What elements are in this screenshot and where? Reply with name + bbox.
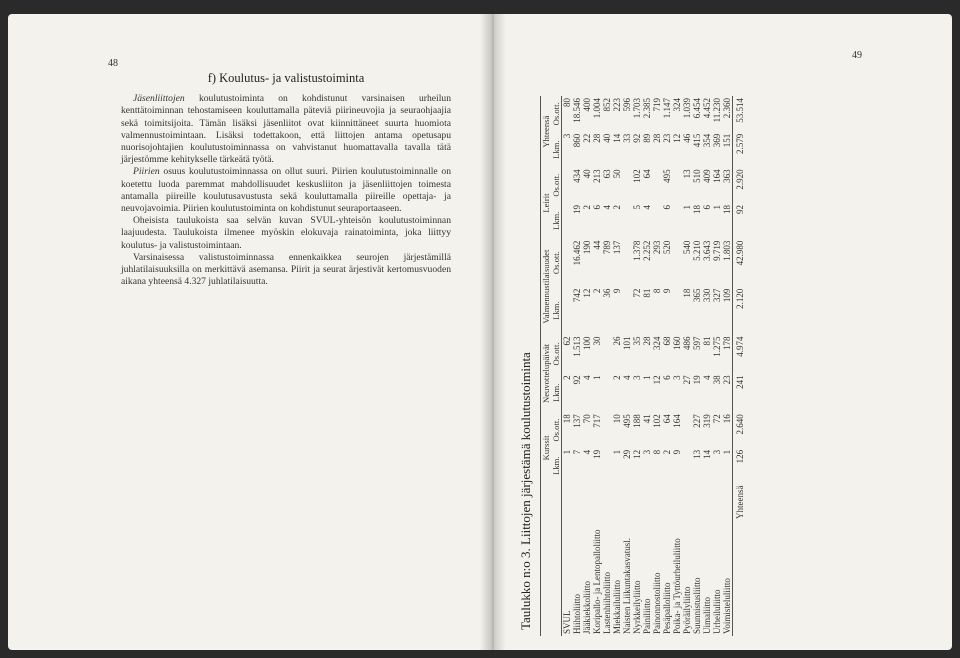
- table-cell: 12: [672, 133, 682, 143]
- table-cell: [652, 203, 662, 239]
- table-cell: 540: [682, 240, 692, 255]
- row-label: Koripallo- ja Lentopalloliitto: [592, 529, 602, 634]
- table-cell: 5: [632, 205, 642, 210]
- total-cell: 53.514: [733, 96, 746, 132]
- table-cell: 510: [692, 169, 702, 183]
- table-cell: 40: [602, 133, 612, 143]
- table-cell: 62: [562, 336, 572, 346]
- table-cell: 102: [632, 169, 642, 183]
- table-cell: 72: [632, 288, 642, 298]
- table-cell: [622, 203, 632, 239]
- table-cell: 28: [642, 336, 652, 346]
- table-cell: [622, 287, 632, 335]
- table-cell: 18: [562, 414, 572, 424]
- table-cell: 72: [712, 414, 722, 424]
- table-cell: 3.643: [702, 240, 712, 261]
- table-cell: 1.378: [632, 240, 642, 261]
- table-cell: [602, 448, 612, 484]
- table-cell: 363: [722, 169, 732, 183]
- table-cell: 137: [572, 414, 582, 428]
- table-cell: 6: [662, 375, 672, 380]
- table-cell: 1.004: [592, 98, 602, 119]
- table-row: [702, 96, 712, 636]
- left-page: [8, 14, 488, 650]
- table-cell: 1.039: [682, 98, 692, 119]
- right-page: [488, 14, 952, 650]
- table-cell: 1: [722, 449, 732, 455]
- total-cell: 2.579: [733, 132, 746, 168]
- table-row: [602, 96, 612, 636]
- right-page-number: 49: [852, 50, 862, 61]
- table-cell: 369: [712, 133, 722, 148]
- training-table: [540, 96, 745, 636]
- total-cell: 42.980: [733, 239, 746, 287]
- paragraph-1: Jäsenliittojen koulutustoiminta on kohdistunut varsinaisen urheilun kenttätoiminnan tehostamiseen kouluttamalla päteviä piirineuvojia ja seuraohjaajia sekä toimitsijoita. Tämän lisäksi jäsenliitot ovat kiinnittäneet suurta huomiota valmennustoimintaan. Lisäksi todettakoon, että liittojen antama opetusapu nuorisojohtajien koulutustoiminnassa on vahvistanut huomattavalla tavalla tätä järjestömme kehitykselle tärkeätä työtä.: [121, 93, 451, 166]
- row-label: Miekkailuliitto: [612, 580, 622, 634]
- table-cell: 46: [682, 133, 692, 143]
- table-cell: 495: [662, 169, 672, 183]
- table-cell: 101: [622, 336, 632, 351]
- table-cell: 27: [682, 375, 692, 385]
- table-cell: 1: [682, 205, 692, 210]
- table-cell: 789: [602, 240, 612, 255]
- row-label: Urheiluliitto: [712, 589, 722, 634]
- table-cell: 28: [652, 133, 662, 143]
- table-cell: [602, 335, 612, 374]
- paragraph-2: Piirien osuus koulutustoiminnassa on ollut suuri. Piirien koulutustoiminnalle on koetettu luoda paremmat mahdollisuudet keskusliiton ja jäsenliittojen toimesta antamalla piireille koulutusavustusta sekä kouluttamalla piireille opettaja- ja neuvojavoimia. Piirien koulutustoiminta on kohdistunut seuraportaaseen.: [121, 166, 451, 215]
- row-label: Uimaliitto: [702, 597, 712, 634]
- table-cell: [672, 167, 682, 203]
- table-cell: [562, 239, 573, 287]
- total-cell: 126: [733, 448, 746, 484]
- table-cell: 36: [602, 288, 612, 298]
- table-cell: 18: [722, 205, 732, 215]
- table-cell: 23: [722, 375, 732, 385]
- table-cell: 2.360: [722, 98, 732, 119]
- table-cell: 64: [662, 414, 672, 424]
- table-cell: 495: [622, 414, 632, 428]
- table-cell: [682, 448, 692, 484]
- table-cell: 16: [722, 414, 732, 424]
- header-group: Neuvottelupäivät: [541, 343, 551, 403]
- subheader-cell: Lkm.: [551, 211, 561, 231]
- table-cell: 1: [562, 449, 572, 455]
- table-cell: [622, 167, 632, 203]
- table-cell: 137: [612, 240, 622, 255]
- subheader-cell: Os.ott.: [551, 173, 561, 197]
- table-cell: 109: [722, 288, 732, 303]
- table-cell: 18.546: [572, 98, 582, 123]
- table-cell: 89: [642, 133, 652, 143]
- table-cell: 100: [582, 336, 592, 351]
- table-cell: 3: [712, 449, 722, 455]
- table-cell: 3: [632, 375, 642, 380]
- table-cell: 6: [662, 205, 672, 210]
- table-cell: 80: [562, 98, 572, 107]
- header-blank: [541, 484, 552, 636]
- table-cell: 9.719: [712, 240, 722, 261]
- subheader-cell: Lkm.: [551, 383, 561, 403]
- table-cell: 1.147: [662, 98, 672, 119]
- table-cell: 400: [582, 98, 592, 112]
- table-cell: 35: [632, 336, 642, 346]
- table-row: [722, 96, 733, 636]
- subheader-cell: Os.ott.: [551, 418, 561, 442]
- table-cell: 520: [662, 240, 672, 255]
- table-cell: [672, 239, 682, 287]
- header-blank: [551, 484, 562, 636]
- table-cell: 23: [662, 133, 672, 143]
- row-label: SVUL: [562, 610, 572, 634]
- paragraph-4: Varsinaisessa valistustoiminnassa ennenkaikkea seurojen järjestämillä juhlatilaisuuksilla on merkittävä asemansa. Piirit ja seurat ärjestivät kertomusvuoden aikana yhteensä 4.327 juhlatilaisuutta.: [121, 251, 451, 288]
- table-cell: 9: [662, 288, 672, 294]
- book-spread: [8, 14, 952, 650]
- row-label: Painiliitto: [642, 598, 652, 634]
- table-cell: 1: [712, 205, 722, 210]
- table-cell: 4: [582, 449, 592, 455]
- table-cell: 293: [652, 240, 662, 255]
- table-cell: 5.210: [692, 240, 702, 261]
- row-label: Poika- ja Tyttöurheiluliitto: [672, 538, 682, 634]
- table-cell: 742: [572, 288, 582, 303]
- table-cell: [562, 167, 573, 203]
- table-cell: 2: [662, 449, 672, 455]
- table-cell: [602, 412, 612, 448]
- table-body: [562, 96, 746, 636]
- table-cell: 26: [612, 336, 622, 346]
- table-cell: 7: [572, 449, 582, 455]
- table-cell: 1: [642, 375, 652, 380]
- table-cell: 11.230: [712, 98, 722, 123]
- table-cell: 92: [572, 375, 582, 385]
- table-cell: 717: [592, 414, 602, 428]
- table-cell: 1: [612, 449, 622, 455]
- row-label: Pyöräilyliitto: [682, 586, 692, 634]
- table-row: [632, 96, 642, 636]
- table-cell: 2.252: [642, 240, 652, 261]
- total-label: Yhteensä: [733, 484, 746, 636]
- row-label: Suunnistusliitto: [692, 577, 702, 634]
- table-cell: 30: [592, 336, 602, 346]
- left-page-number: 48: [108, 58, 118, 69]
- table-cell: 16.462: [572, 240, 582, 266]
- table-cell: 2: [592, 288, 602, 294]
- subheader-cell: Lkm.: [551, 301, 561, 320]
- total-cell: 4.974: [733, 335, 746, 374]
- table-row: [592, 96, 602, 636]
- table-cell: 50: [612, 169, 622, 179]
- table-cell: 3: [642, 449, 652, 455]
- table-cell: 164: [712, 169, 722, 183]
- total-cell: 2.640: [733, 412, 746, 448]
- row-label: Painonnostoliitto: [652, 572, 662, 634]
- table-cell: 12: [582, 288, 592, 298]
- row-label: Pesäpalloliitto: [662, 582, 672, 634]
- table-cell: [672, 287, 682, 335]
- table-cell: 8: [652, 288, 662, 294]
- table-row: [682, 96, 692, 636]
- table-cell: 324: [652, 336, 662, 351]
- table-cell: 213: [592, 169, 602, 183]
- table-row: [662, 96, 672, 636]
- table-cell: 164: [672, 414, 682, 428]
- table-cell: 415: [692, 133, 702, 148]
- table-cell: 10: [612, 414, 622, 424]
- table-cell: 38: [712, 375, 722, 385]
- left-page-text: [121, 72, 451, 288]
- table-cell: 2: [612, 205, 622, 210]
- table-cell: 102: [652, 414, 662, 428]
- subheader-cell: Os.ott.: [551, 102, 561, 126]
- header-group: Leirit: [541, 193, 551, 213]
- table-cell: 4: [602, 205, 612, 210]
- header-group: Valmennustilaisuudet: [541, 249, 551, 324]
- row-label: Lastenhiihtoliitto: [602, 572, 612, 634]
- table-cell: 178: [722, 336, 732, 351]
- table-cell: 190: [582, 240, 592, 255]
- table-cell: 2.385: [642, 98, 652, 119]
- section-heading: f) Koulutus- ja valistustoiminta: [207, 71, 365, 85]
- table-cell: 160: [672, 336, 682, 351]
- table-cell: 2: [612, 375, 622, 380]
- table-cell: 354: [702, 133, 712, 148]
- table-cell: 1: [592, 375, 602, 380]
- table-cell: 227: [692, 414, 702, 428]
- table-cell: 14: [612, 133, 622, 143]
- row-label: Jääkiekkoliitto: [582, 581, 592, 634]
- table-cell: 4.452: [702, 98, 712, 119]
- table-cell: 1.513: [572, 336, 582, 357]
- table-cell: 70: [582, 414, 592, 424]
- table-cell: 719: [652, 98, 662, 112]
- table-cell: 12: [652, 375, 662, 385]
- table-cell: 4: [702, 375, 712, 380]
- table-cell: 324: [672, 98, 682, 112]
- table-cell: 327: [712, 288, 722, 303]
- rotated-table: [518, 96, 948, 636]
- table-cell: 13: [692, 449, 702, 459]
- table-cell: 29: [622, 449, 632, 459]
- row-label: Hiihtoliitto: [572, 593, 582, 634]
- table-cell: 28: [592, 133, 602, 143]
- table-cell: 9: [612, 288, 622, 294]
- table-cell: 18: [692, 205, 702, 215]
- table-row: [572, 96, 582, 636]
- table-cell: 4: [622, 375, 632, 380]
- subheader-cell: Os.ott.: [551, 251, 561, 275]
- table-cell: 4: [642, 205, 652, 210]
- table-cell: [682, 412, 692, 448]
- subheader-cell: Lkm.: [551, 140, 561, 159]
- table-cell: [652, 167, 662, 203]
- total-cell: 2.120: [733, 287, 746, 335]
- table-cell: 596: [622, 98, 632, 112]
- table-row: [672, 96, 682, 636]
- subheader-cell: Lkm.: [551, 456, 561, 475]
- table-cell: 14: [702, 449, 712, 459]
- row-label: Naisten Liikuntakasvatusl.: [622, 538, 632, 634]
- table-cell: [562, 203, 573, 239]
- table-cell: [622, 239, 632, 287]
- header-group: Yhteensä: [541, 115, 551, 148]
- table-cell: 1.803: [722, 240, 732, 261]
- table-cell: 19: [692, 375, 702, 385]
- table-cell: 44: [592, 240, 602, 250]
- table-row: [582, 96, 592, 636]
- total-row: [733, 96, 746, 636]
- subheader-row: [551, 96, 562, 636]
- total-cell: 241: [733, 373, 746, 412]
- table-row: [612, 96, 622, 636]
- table-cell: 1.275: [712, 336, 722, 357]
- total-cell: 92: [733, 203, 746, 239]
- table-cell: 4: [582, 375, 592, 380]
- table-cell: 22: [582, 133, 592, 143]
- table-row: [692, 96, 702, 636]
- table-cell: 365: [692, 288, 702, 303]
- subheader-cell: Os.ott.: [551, 342, 561, 366]
- table-cell: 6.454: [692, 98, 702, 119]
- table-cell: 8: [652, 449, 662, 455]
- table-row: [712, 96, 722, 636]
- table-cell: [562, 287, 573, 335]
- table-cell: 1.703: [632, 98, 642, 119]
- table-cell: 33: [622, 133, 632, 143]
- table-cell: 3: [672, 375, 682, 380]
- table-cell: 19: [572, 205, 582, 215]
- table-cell: 2: [582, 205, 592, 210]
- table-row: [642, 96, 652, 636]
- table-cell: 41: [642, 414, 652, 424]
- table-cell: 12: [632, 449, 642, 459]
- total-cell: 2.920: [733, 167, 746, 203]
- table-cell: 330: [702, 288, 712, 303]
- table-cell: 18: [682, 288, 692, 298]
- table-title: Taulukko n:o 3. Liittojen järjestämä koulutustoiminta: [518, 352, 533, 630]
- table-cell: 486: [682, 336, 692, 351]
- table-cell: [672, 203, 682, 239]
- header-group: Kurssit: [541, 435, 551, 461]
- table-cell: 68: [662, 336, 672, 346]
- table-cell: 188: [632, 414, 642, 428]
- table-cell: 860: [572, 133, 582, 148]
- table-row: [622, 96, 632, 636]
- row-label: Nyrkkeilyliitto: [632, 580, 642, 634]
- table-cell: 19: [592, 449, 602, 459]
- table-cell: 6: [592, 205, 602, 210]
- table-cell: 63: [602, 169, 612, 179]
- table-cell: 2: [562, 375, 572, 380]
- row-label: Voimisteluliitto: [722, 578, 732, 634]
- table-cell: 319: [702, 414, 712, 428]
- table-cell: [602, 373, 612, 412]
- table-cell: 64: [642, 169, 652, 179]
- table-cell: 409: [702, 169, 712, 183]
- table-cell: 13: [682, 169, 692, 179]
- table-cell: 81: [642, 288, 652, 298]
- table-cell: 3: [562, 133, 572, 139]
- table-cell: 434: [572, 169, 582, 183]
- table-row: [652, 96, 662, 636]
- table-row: [562, 96, 573, 636]
- table-cell: 9: [672, 449, 682, 455]
- paragraph-3: Oheisista taulukoista saa selvän kuvan SVUL-yhteisön koulutustoiminnan laajuudesta. Taulukoista ilmenee myöskin elokuvaja rainatoiminta, joka liittyy koulutus- ja valistustoimintaan.: [121, 215, 451, 251]
- table-cell: 92: [632, 133, 642, 143]
- table-cell: 81: [702, 336, 712, 346]
- table-cell: 852: [602, 98, 612, 112]
- table-cell: 597: [692, 336, 702, 351]
- table-cell: 6: [702, 205, 712, 210]
- table-cell: 40: [582, 169, 592, 179]
- table-cell: 151: [722, 133, 732, 148]
- table-cell: 223: [612, 98, 622, 112]
